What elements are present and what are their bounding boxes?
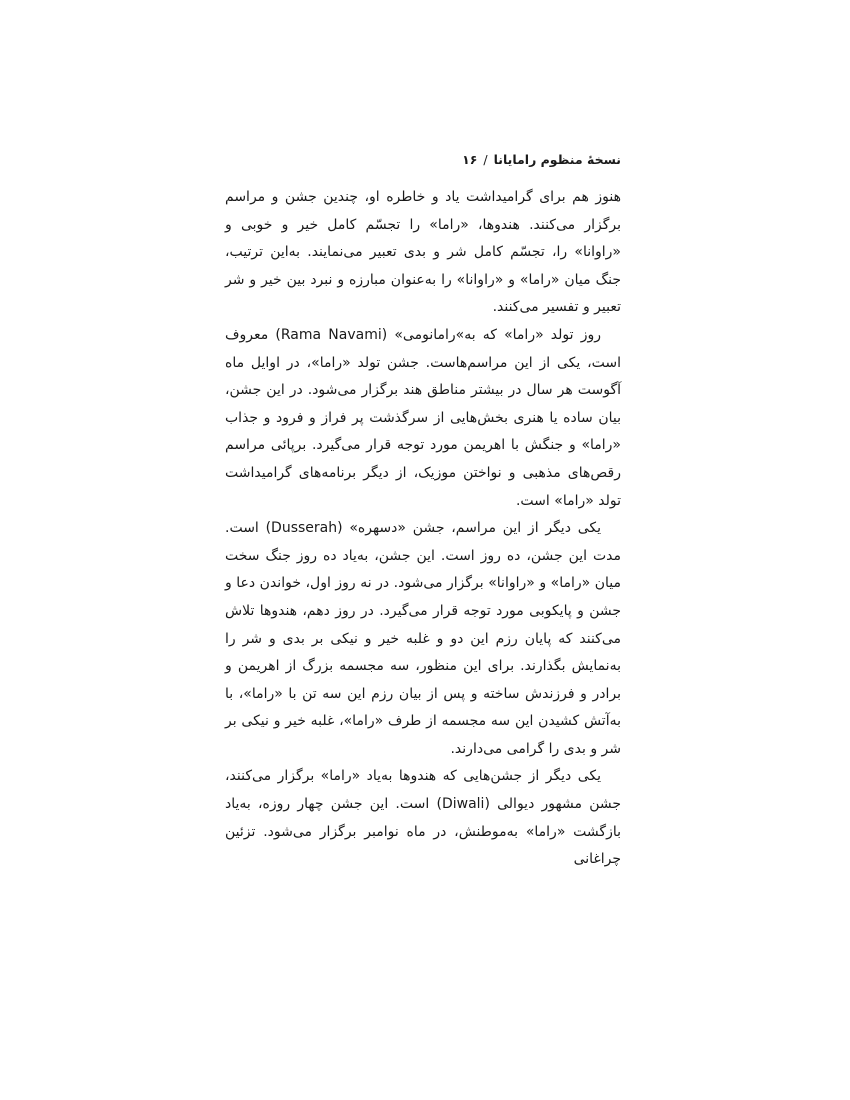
page-number: ۱۶	[462, 152, 478, 167]
paragraph-3: یکی دیگر از این مراسم، جشن «دسهره» (Dusserah) است. مدت این جشن، ده روز است. این جشن، به‌یاد ده روز جنگ سخت میان «راما» و «راوانا» برگزار می‌شود. در نه روز اول، خواندن دعا و جشن و پایکوبی مورد توجه قرار می‌گیرد. در روز دهم، هندوها تلاش می‌کنند که پایان رزم این دو و غلبه خیر و نیکی بر بدی و شر را به‌نمایش بگذارند. برای این منظور، سه مجسمه بزرگ از اهریمن و برادر و فرزندش ساخته و پس از بیان رزم این سه تن با «راما»، با به‌آتش کشیدن این سه مجسمه از طرف «راما»، غلبه خیر و نیکی بر شر و بدی را گرامی می‌دارند.	[225, 520, 621, 757]
paragraph-1: هنوز هم برای گرامیداشت یاد و خاطره او، چندین جشن و مراسم برگزار می‌کنند. هندوها، «راما» را تجسّم کامل خیر و خوبی و «راوانا» را، تجسّم کامل شر و بدی تعبیر می‌نمایند. به‌این ترتیب، جنگ میان «راما» و «راوانا» را به‌عنوان مبارزه و نبرد بین خیر و شر تعبیر و تفسیر می‌کنند.	[225, 189, 621, 316]
paragraph-2: روز تولد «راما» که به»رامانومی» (Rama Navami) معروف است، یکی از این مراسم‌هاست. جشن تولد «راما»، در اوایل ماه آگوست هر سال در بیشتر مناطق هند برگزار می‌شود. در این جشن، بیان ساده یا هنری بخش‌هایی از سرگذشت پر فراز و فرود و جذاب «راما» و جنگش با اهریمن مورد توجه قرار می‌گیرد. برپائی مراسم رقص‌های مذهبی و نواختن موزیک، از دیگر برنامه‌های گرامیداشت تولد «راما» است.	[225, 326, 621, 509]
paragraph-4: یکی دیگر از جشن‌هایی که هندوها به‌یاد «راما» برگزار می‌کنند، جشن مشهور دیوالی (Diwali) است. این جشن چهار روزه، به‌یاد بازگشت «راما» به‌موطنش، در ماه نوامبر برگزار می‌شود. تزئین چراغانی	[225, 768, 621, 868]
running-header	[225, 150, 621, 170]
book-title: نسخهٔ منظوم رامایانا	[493, 152, 621, 167]
body-text	[225, 184, 621, 874]
header-separator: /	[483, 152, 488, 167]
